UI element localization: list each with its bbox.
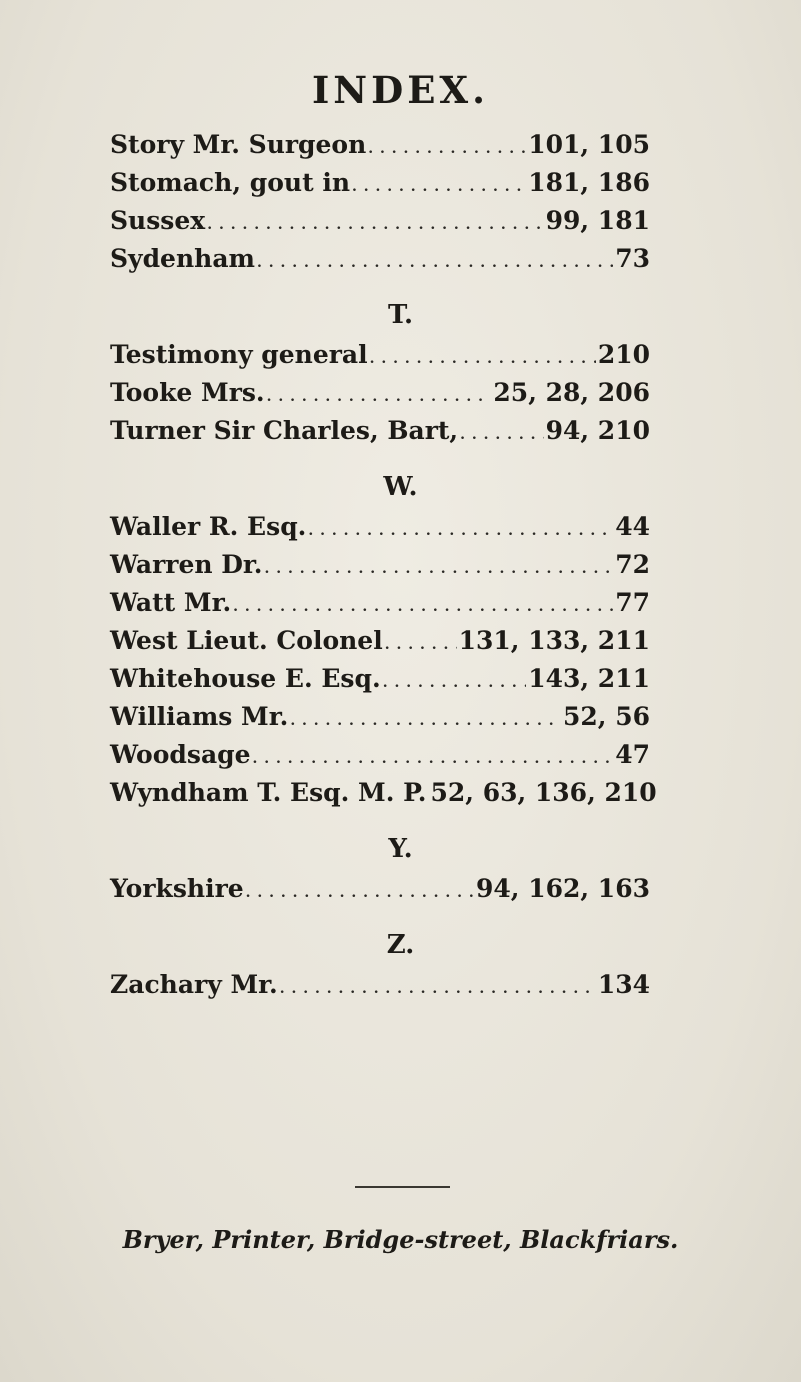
- entry-name: West Lieut. Colonel: [110, 626, 383, 655]
- index-entry: [110, 340, 650, 376]
- index-entry: [110, 512, 650, 548]
- leader-dots: [385, 637, 457, 653]
- index-entry: [110, 416, 650, 452]
- section-letter-y: Y.: [388, 834, 413, 864]
- entry-name: Testimony general: [110, 340, 368, 369]
- entry-name: Woodsage: [110, 740, 251, 769]
- entry-name: Waller R. Esq.: [110, 512, 307, 541]
- entry-pages: 25, 28, 206: [493, 378, 650, 407]
- entry-pages: 47: [615, 740, 650, 769]
- index-entry: [110, 206, 650, 242]
- leader-dots: [257, 255, 613, 271]
- index-entry: [110, 970, 650, 1006]
- leader-dots: [290, 713, 561, 729]
- leader-dots: [233, 599, 613, 615]
- index-entry: [110, 168, 650, 204]
- entry-pages: 181, 186: [528, 168, 650, 197]
- entry-name: Story Mr. Surgeon: [110, 130, 367, 159]
- index-entry: [110, 664, 650, 700]
- entry-pages: 73: [615, 244, 650, 273]
- index-entry: [110, 626, 650, 662]
- leader-dots: [352, 179, 526, 195]
- leader-dots: [368, 141, 526, 157]
- section-letter-w: W.: [383, 472, 418, 502]
- entry-pages: 94, 162, 163: [476, 874, 650, 903]
- entry-name: Stomach, gout in: [110, 168, 350, 197]
- leader-dots: [207, 217, 543, 233]
- entry-pages: 77: [615, 588, 650, 617]
- entry-name: Whitehouse E. Esq.: [110, 664, 381, 693]
- leader-dots: [460, 427, 543, 443]
- entry-name: Sydenham: [110, 244, 255, 273]
- entry-name: Warren Dr.: [110, 550, 263, 579]
- leader-dots: [308, 523, 613, 539]
- printer-imprint: Bryer, Printer, Bridge-street, Blackfriars.: [122, 1225, 679, 1254]
- index-entry: [110, 550, 650, 586]
- leader-dots: [265, 561, 614, 577]
- entry-pages: 210: [597, 340, 650, 369]
- entry-name: Wyndham T. Esq. M. P.: [110, 778, 427, 807]
- entry-pages: 134: [597, 970, 650, 999]
- index-entry: [110, 874, 650, 910]
- entry-pages: 101, 105: [528, 130, 650, 159]
- entry-name: Turner Sir Charles, Bart,: [110, 416, 459, 445]
- entry-name: Watt Mr.: [110, 588, 232, 617]
- entry-name: Sussex: [110, 206, 206, 235]
- page-title: INDEX.: [311, 68, 489, 112]
- entry-pages: 99, 181: [545, 206, 650, 235]
- index-entry: [110, 244, 650, 280]
- leader-dots: [253, 751, 614, 767]
- entry-pages: 143, 211: [528, 664, 650, 693]
- entry-name: Williams Mr.: [110, 702, 289, 731]
- entry-name: Tooke Mrs.: [110, 378, 265, 407]
- entry-pages: 94, 210: [545, 416, 650, 445]
- entry-name: Zachary Mr.: [110, 970, 278, 999]
- entry-pages: 131, 133, 211: [458, 626, 650, 655]
- section-letter-z: Z.: [386, 930, 415, 960]
- leader-dots: [383, 675, 527, 691]
- leader-dots: [267, 389, 492, 405]
- leader-dots: [246, 885, 474, 901]
- divider-rule: [355, 1186, 450, 1188]
- section-letter-t: T.: [387, 300, 414, 330]
- index-entry: [110, 702, 650, 738]
- entry-name: Yorkshire: [110, 874, 244, 903]
- entry-pages: 52, 56: [563, 702, 650, 731]
- index-entry: [110, 740, 650, 776]
- entry-pages: 72: [615, 550, 650, 579]
- entry-pages: 44: [615, 512, 650, 541]
- leader-dots: [370, 351, 596, 367]
- index-entry: [110, 588, 650, 624]
- entry-pages: 52, 63, 136, 210: [430, 778, 657, 807]
- leader-dots: [280, 981, 596, 997]
- index-entry: [110, 378, 650, 414]
- index-entry: [110, 778, 657, 814]
- index-entry: [110, 130, 650, 166]
